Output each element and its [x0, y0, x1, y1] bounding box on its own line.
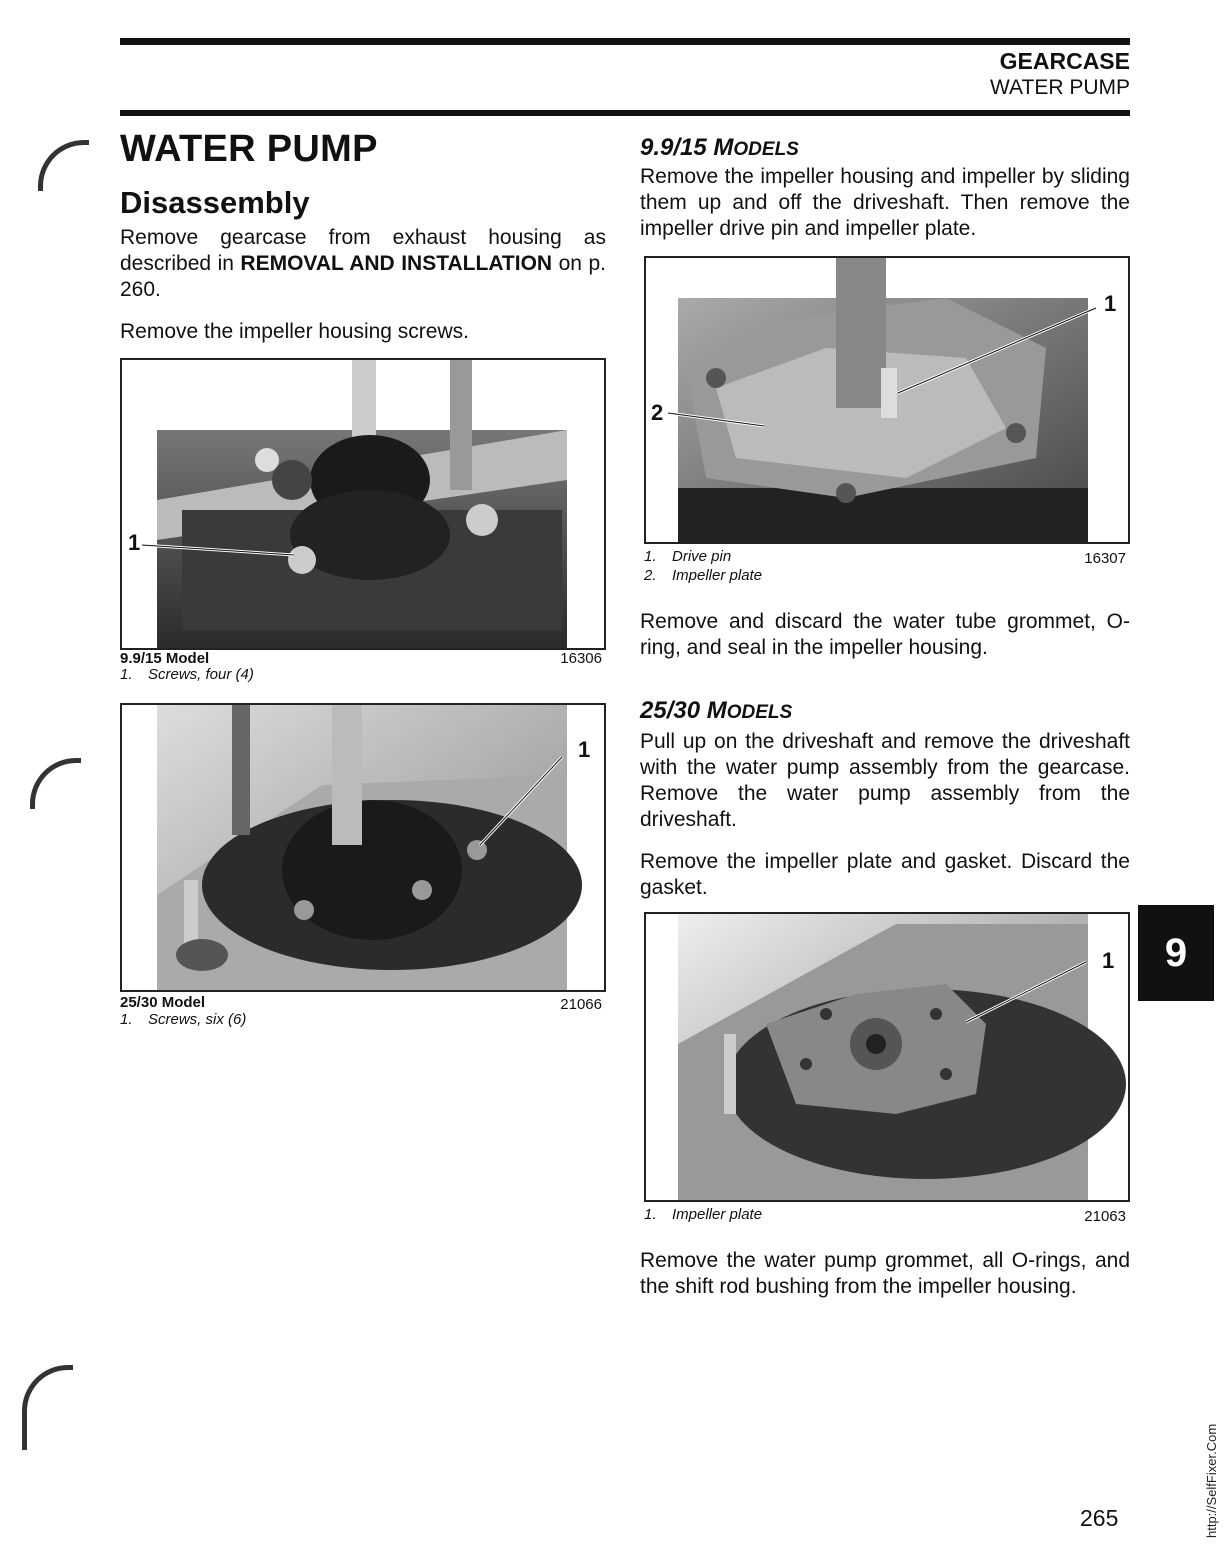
paragraph-9-9-15-remove-housing: Remove the impeller housing and impeller by sliding them up and off the driveshaft. Then remove the impeller drive pin and impeller plate. — [640, 165, 1130, 240]
figure-2-frame — [120, 703, 606, 992]
figure-2-caption — [120, 1011, 246, 1028]
figure-1-frame — [120, 358, 606, 650]
figure-1-model: 9.9/15 Model — [120, 650, 210, 667]
header-section: GEARCASE — [999, 48, 1130, 74]
paragraph-remove-grommet-orings: Remove the water pump grommet, all O-rings, and the shift rod bushing from the impeller housing. — [640, 1249, 1130, 1298]
model-heading-25-30-number: 25/30 — [640, 697, 701, 724]
figure-2-callout: 1 — [578, 737, 591, 762]
figure-2-number: 21066 — [560, 996, 602, 1013]
intro-text-b: on p. 260. — [120, 252, 606, 301]
chapter-tab: 9 — [1138, 905, 1214, 1001]
paragraph-remove-plate-gasket: Remove the impeller plate and gasket. Discard the gasket. — [640, 850, 1130, 899]
watermark-text: http://SelfFixer.Com — [1204, 1423, 1219, 1538]
header-rule-bottom — [120, 110, 1130, 116]
binder-mark-bottom — [22, 1365, 73, 1450]
step-paragraph: Remove the impeller housing screws. — [120, 320, 469, 343]
model-heading-25-30-rest: ODELS — [726, 702, 793, 723]
figure-3-number: 16307 — [1084, 550, 1126, 567]
header-subsection: WATER PUMP — [990, 76, 1130, 99]
model-heading-9-9-15-rest: ODELS — [733, 139, 799, 160]
page-title: WATER PUMP — [120, 128, 378, 170]
figure-2-photo — [122, 705, 604, 990]
figure-1-item-num: 1. — [120, 666, 133, 683]
figure-4-caption — [644, 1206, 762, 1223]
model-heading-9-9-15-number: 9.9/15 — [640, 134, 707, 161]
figure-4-callout: 1 — [1102, 948, 1115, 973]
figure-3-caption-2 — [644, 567, 762, 584]
figure-4-number: 21063 — [1084, 1208, 1126, 1225]
figure-3-item-1-text: Drive pin — [672, 548, 732, 565]
watermark — [1196, 1390, 1224, 1540]
section-heading: Disassembly — [120, 185, 310, 220]
figure-4-item-text: Impeller plate — [672, 1206, 763, 1223]
model-heading-25-30 — [640, 697, 792, 725]
page-number: 265 — [1080, 1505, 1119, 1531]
figure-3-caption-1 — [644, 548, 731, 565]
intro-paragraph — [120, 225, 606, 303]
header-rule-top — [120, 38, 1130, 45]
figure-2-item-text: Screws, six (6) — [148, 1011, 247, 1028]
figure-2-model: 25/30 Model — [120, 994, 206, 1011]
figure-3-photo — [646, 258, 1128, 542]
binder-mark-middle — [30, 758, 81, 809]
model-heading-25-30-cap: M — [706, 697, 727, 724]
paragraph-discard-grommet: Remove and discard the water tube grommet, O-ring, and seal in the impeller housing. — [640, 610, 1130, 659]
figure-1-callout: 1 — [128, 530, 141, 555]
intro-text-a: Remove gearcase from exhaust housing as described in — [120, 226, 606, 275]
figure-2-item-num: 1. — [120, 1011, 133, 1028]
figure-4-frame — [644, 912, 1130, 1202]
figure-3-frame — [644, 256, 1130, 544]
figure-1-caption — [120, 666, 254, 683]
figure-1-item-text: Screws, four (4) — [148, 666, 254, 683]
binder-mark-top — [38, 140, 89, 191]
figure-1-number: 16306 — [560, 650, 602, 667]
figure-3-item-2-num: 2. — [644, 567, 657, 584]
figure-3-item-1-num: 1. — [644, 548, 657, 565]
figure-4-item-num: 1. — [644, 1206, 657, 1223]
paragraph-25-30-pull-driveshaft: Pull up on the driveshaft and remove the driveshaft with the water pump assembly from the gearcase. Remove the water pump assembly from the driveshaft. — [640, 730, 1130, 831]
model-heading-9-9-15-cap: M — [713, 134, 734, 161]
figure-3-callout-1: 1 — [1104, 291, 1117, 316]
cross-reference: REMOVAL AND INSTALLATION — [240, 252, 553, 275]
figure-1-photo — [122, 360, 604, 648]
figure-3-item-2-text: Impeller plate — [672, 567, 763, 584]
model-heading-9-9-15 — [640, 134, 799, 162]
figure-4-photo — [646, 914, 1128, 1200]
figure-3-callout-2: 2 — [651, 400, 664, 425]
